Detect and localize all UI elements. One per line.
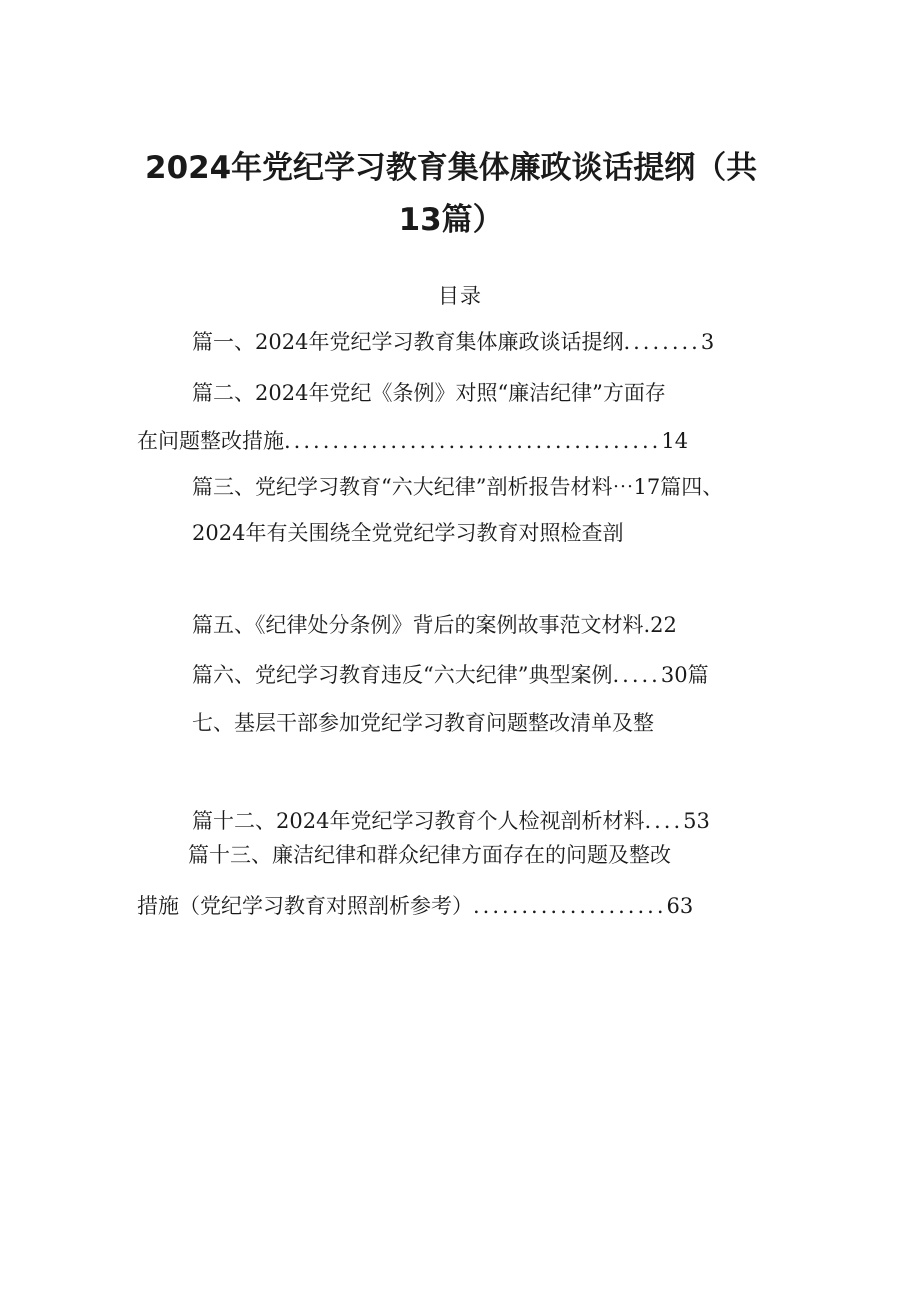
toc-leader-dots: ........ [623, 330, 701, 354]
toc-entry-text: 篇五、《纪律处分条例》背后的案例故事范文材料.22 [192, 613, 677, 637]
toc-entry-2[interactable] [192, 380, 666, 406]
toc-entry-6[interactable] [192, 662, 709, 688]
toc-entry-13[interactable] [188, 842, 671, 868]
toc-entry-text: 篇六、党纪学习教育违反“六大纪律”典型案例 [192, 663, 613, 687]
toc-entry-2-continued[interactable] [137, 428, 688, 454]
toc-leader-dots: ..... [612, 663, 661, 687]
toc-entry-text: 篇三、党纪学习教育“六大纪律”剖析报告材料⋯17篇四、 [192, 475, 724, 499]
toc-entry-text: 篇十二、2024年党纪学习教育个人检视剖析材料 [192, 809, 645, 833]
toc-entry-text: 2024年有关围绕全党党纪学习教育对照检查剖 [192, 521, 624, 545]
toc-page-number: 14 [661, 429, 689, 453]
document-title-line-1: 2024年党纪学习教育集体廉政谈话提纲（共 [145, 150, 758, 186]
toc-entry-13-continued[interactable] [137, 893, 693, 919]
toc-entry-text: 篇十三、廉洁纪律和群众纪律方面存在的问题及整改 [188, 843, 671, 867]
toc-entry-text: 在问题整改措施 [137, 429, 284, 453]
toc-page-number: 53 [683, 809, 710, 833]
toc-heading: 目录 [438, 284, 482, 308]
toc-entry-text: 措施（党纪学习教育对照剖析参考） [137, 894, 473, 918]
toc-entry-5[interactable] [192, 612, 677, 638]
document-title-line-2: 13篇） [398, 202, 504, 238]
toc-entry-3[interactable] [192, 474, 723, 500]
toc-leader-dots: ....................................... [284, 429, 662, 453]
toc-entry-7[interactable] [192, 710, 654, 736]
toc-entry-text: 篇一、2024年党纪学习教育集体廉政谈话提纲 [192, 330, 624, 354]
toc-entry-4[interactable] [192, 520, 623, 546]
toc-entry-text: 七、基层干部参加党纪学习教育问题整改清单及整 [192, 711, 654, 735]
toc-page-number: 30篇 [660, 663, 709, 687]
toc-leader-dots: .... [644, 809, 684, 833]
toc-entry-12[interactable] [192, 808, 710, 834]
toc-entry-text: 篇二、2024年党纪《条例》对照“廉洁纪律”方面存 [192, 381, 666, 405]
toc-page-number: 63 [666, 894, 694, 918]
toc-page-number: 3 [700, 330, 715, 354]
toc-leader-dots: .................... [473, 894, 667, 918]
toc-entry-1[interactable] [192, 329, 714, 355]
